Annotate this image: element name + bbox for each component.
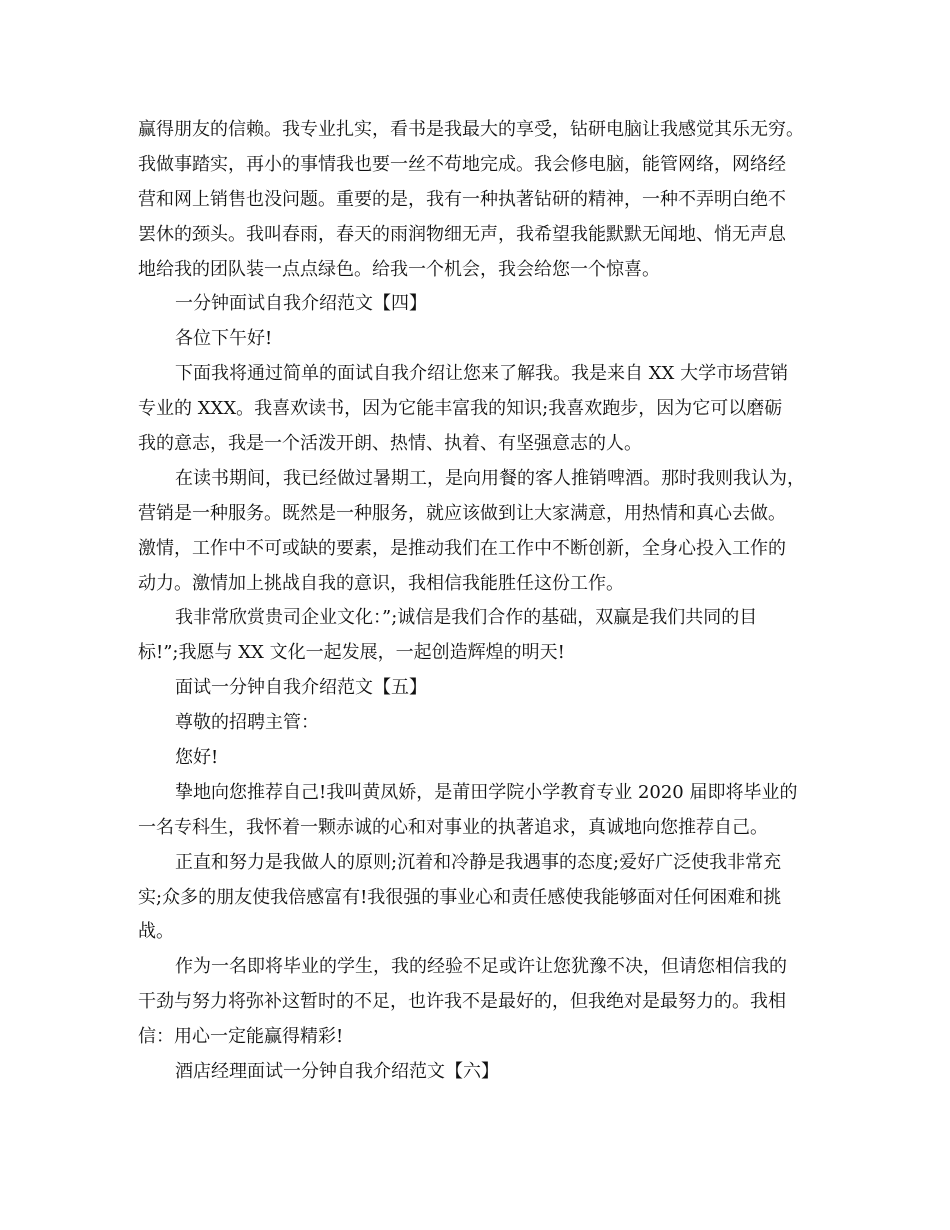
text-line: 实;众多的朋友使我倍感富有!我很强的事业心和责任感使我能够面对任何困难和挑	[138, 886, 782, 908]
text-line: 各位下午好!	[175, 328, 273, 350]
text-line: 在读书期间，我已经做过暑期工，是向用餐的客人推销啤酒。那时我则我认为，	[175, 467, 805, 489]
text-line: 信：用心一定能赢得精彩!	[138, 1026, 344, 1048]
text-line: 挚地向您推荐自己!我叫黄凤娇，是莆田学院小学教育专业 2020 届即将毕业的	[175, 781, 798, 803]
text-line: 一名专科生，我怀着一颗赤诚的心和对事业的执著追求，真诚地向您推荐自己。	[138, 816, 768, 838]
text-line: 专业的 XXX。我喜欢读书，因为它能丰富我的知识;我喜欢跑步，因为它可以磨砺	[138, 398, 783, 420]
text-line: 赢得朋友的信赖。我专业扎实，看书是我最大的享受，钻研电脑让我感觉其乐无穷。	[138, 119, 804, 140]
text-line: 战。	[138, 921, 174, 943]
text-line: 地给我的团队装一点点绿色。给我一个机会，我会给您一个惊喜。	[138, 258, 660, 280]
text-line: 下面我将通过简单的面试自我介绍让您来了解我。我是来自 XX 大学市场营销	[175, 363, 789, 385]
text-line: 我的意志，我是一个活泼开朗、热情、执着、有坚强意志的人。	[138, 433, 642, 455]
text-line: 干劲与努力将弥补这暂时的不足，也许我不是最好的，但我绝对是最努力的。我相	[138, 991, 786, 1013]
text-line: 动力。激情加上挑战自我的意识，我相信我能胜任这份工作。	[138, 572, 624, 594]
text-line: 作为一名即将毕业的学生，我的经验不足或许让您犹豫不决，但请您相信我的	[175, 956, 787, 978]
document-body	[138, 113, 828, 1090]
text-line: 我非常欣赏贵司企业文化：”;诚信是我们合作的基础，双赢是我们共同的目	[175, 607, 758, 629]
text-line: 激情，工作中不可或缺的要素，是推动我们在工作中不断创新，全身心投入工作的	[138, 537, 786, 559]
text-line: 您好!	[175, 747, 219, 769]
text-line: 标!”;我愿与 XX 文化一起发展，一起创造辉煌的明天!	[138, 642, 565, 664]
text-line: 营销是一种服务。既然是一种服务，就应该做到让大家满意，用热情和真心去做。	[138, 502, 786, 524]
text-line: 一分钟面试自我介绍范文【四】	[175, 293, 427, 315]
text-line: 尊敬的招聘主管：	[175, 712, 319, 734]
text-line: 罢休的颈头。我叫春雨，春天的雨润物细无声，我希望我能默默无闻地、悄无声息	[138, 223, 786, 245]
text-line: 面试一分钟自我介绍范文【五】	[175, 677, 427, 699]
text-line: 营和网上销售也没问题。重要的是，我有一种执著钻研的精神，一种不弄明白绝不	[138, 188, 786, 210]
text-line: 酒店经理面试一分钟自我介绍范文【六】	[175, 1061, 499, 1083]
text-line: 正直和努力是我做人的原则;沉着和冷静是我遇事的态度;爱好广泛使我非常充	[175, 851, 782, 873]
text-line: 我做事踏实，再小的事情我也要一丝不苟地完成。我会修电脑，能管网络，网络经	[138, 153, 786, 175]
